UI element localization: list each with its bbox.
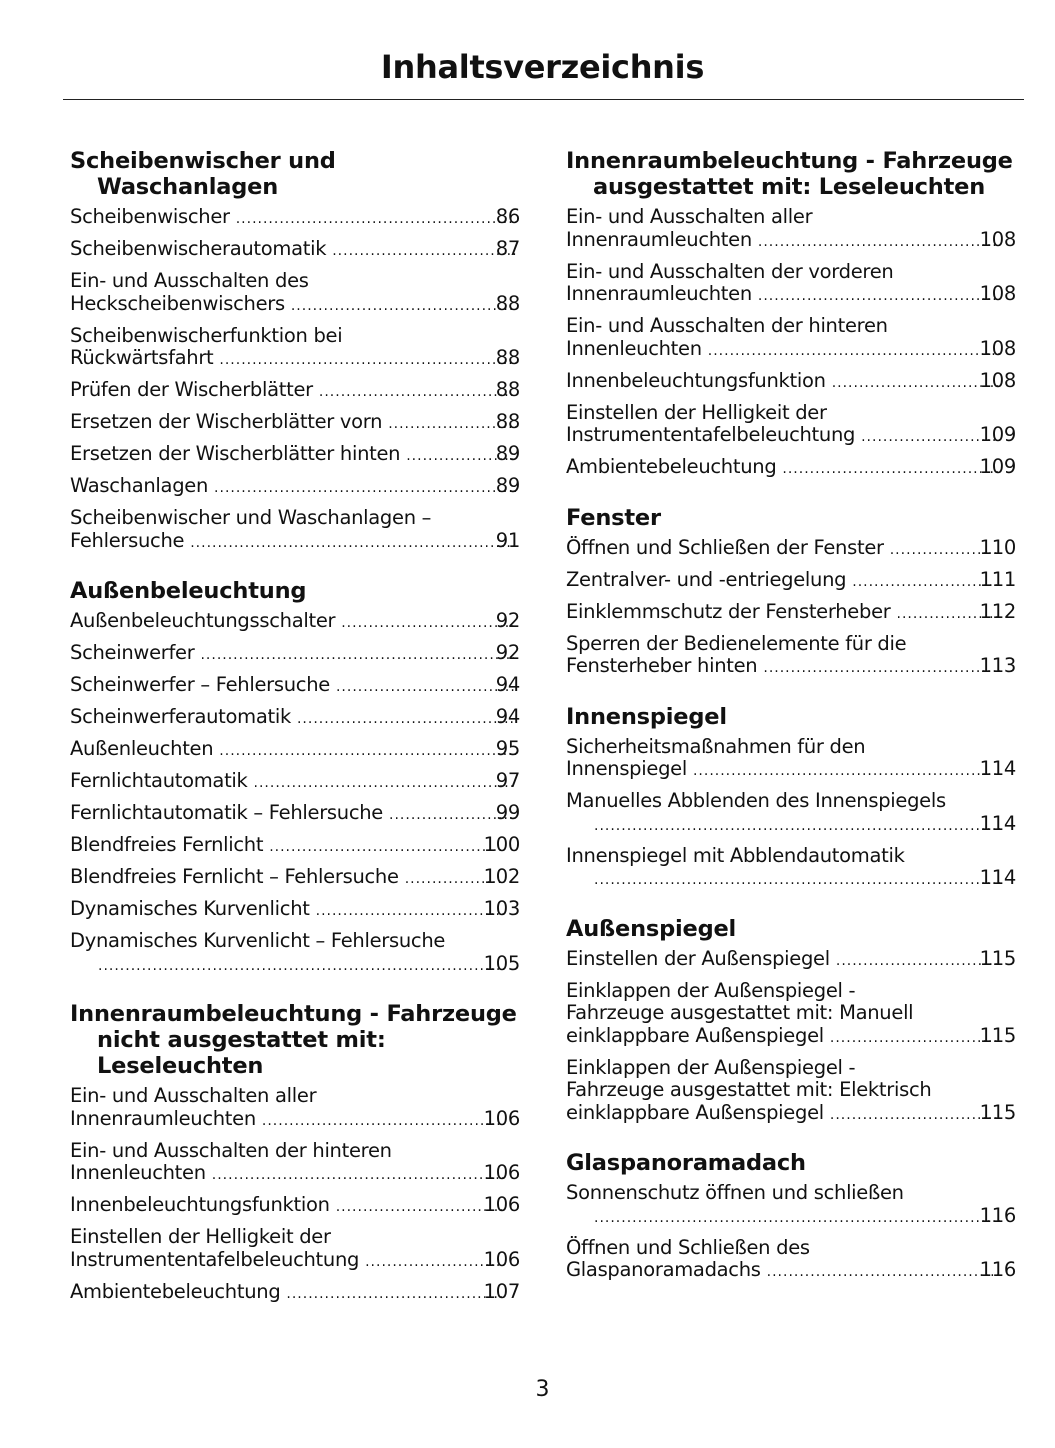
toc-entry-text: Fernlichtautomatik – Fehlersuche [70, 801, 384, 824]
toc-entry-text: Fahrzeuge ausgestattet mit: Manuell [566, 1001, 914, 1024]
toc-entry-text: Ein- und Ausschalten aller [566, 205, 813, 228]
toc-entry[interactable] [70, 834, 520, 859]
toc-entry[interactable] [566, 206, 1016, 253]
toc-entry[interactable] [70, 802, 520, 827]
dot-leader [830, 1027, 1000, 1050]
toc-entry[interactable] [566, 537, 1016, 562]
toc-page-number: 113 [979, 654, 1016, 677]
toc-entry-text: Ersetzen der Wischerblätter hinten [70, 442, 401, 465]
dot-leader [336, 1196, 504, 1219]
toc-entry-text: Innenraumleuchten [566, 282, 752, 305]
toc-page-number: 115 [979, 946, 1016, 970]
toc-entry[interactable] [566, 845, 1016, 892]
toc-page-number: 109 [979, 423, 1016, 446]
dot-leader [782, 458, 999, 481]
toc-section [70, 148, 520, 554]
toc-entry-text: Fernlichtautomatik [70, 769, 248, 792]
dot-leader [297, 708, 516, 731]
section-heading: Glaspanoramadach [566, 1150, 806, 1176]
dot-leader [861, 426, 1000, 449]
toc-entry[interactable] [70, 379, 520, 404]
title-divider [63, 99, 1024, 100]
toc-entry-text: Innenleuchten [70, 1161, 206, 1184]
dot-leader [830, 1104, 1000, 1127]
toc-page-number: 112 [979, 599, 1016, 623]
toc-page-number: 108 [979, 227, 1016, 251]
toc-page-number: 106 [483, 1247, 520, 1271]
section-heading: Innenspiegel [566, 703, 727, 730]
dot-leader [708, 340, 1000, 363]
toc-entry-text: Ein- und Ausschalten der hinteren [566, 314, 888, 337]
toc-page-number: 92 [495, 609, 520, 632]
toc-page-number: 94 [495, 705, 520, 728]
dot-leader [594, 815, 1000, 838]
page-title: Inhaltsverzeichnis [380, 48, 705, 86]
section-heading: Innenraumbeleuchtung - Fahrzeuge nicht ausgestattet mit: Leseleuchten [70, 1001, 517, 1079]
dot-leader [365, 1251, 504, 1274]
toc-entry-text: Innenbeleuchtungsfunktion [70, 1193, 330, 1216]
toc-entry[interactable] [566, 315, 1016, 362]
toc-entry-text: Blendfreies Fernlicht – Fehlersuche [70, 865, 399, 888]
toc-entry-text: Einklemmschutz der Fensterheber [566, 599, 891, 623]
toc-page-number: 105 [483, 951, 520, 975]
dot-leader [763, 657, 999, 680]
toc-page-number: 89 [495, 442, 520, 465]
dot-leader [758, 231, 1000, 254]
toc-entry[interactable] [70, 1281, 520, 1306]
toc-page-number: 108 [979, 368, 1016, 392]
toc-entry[interactable] [566, 1182, 1016, 1229]
toc-entry-text: Sperren der Bedienelemente für die [566, 631, 907, 655]
toc-entry-text: Einstellen der Helligkeit der [566, 400, 827, 424]
toc-entry[interactable] [566, 1237, 1016, 1284]
toc-page-number: 111 [979, 567, 1016, 591]
dot-leader [236, 208, 516, 231]
page-number: 3 [535, 1377, 550, 1402]
toc-entry-text: Instrumententafelbeleuchtung [70, 1247, 360, 1271]
toc-entry[interactable] [70, 1226, 520, 1273]
toc-page-number: 103 [483, 897, 520, 920]
dot-leader [693, 760, 1000, 783]
toc-entry-text: Innenraumleuchten [566, 227, 752, 251]
dot-leader [286, 1283, 503, 1306]
toc-entry[interactable] [566, 402, 1016, 449]
toc-page-number: 89 [495, 474, 520, 497]
toc-page-number: 114 [979, 866, 1016, 889]
toc-page-number: 102 [483, 865, 520, 888]
toc-entry-text: Manuelles Abblenden des Innenspiegels [566, 789, 946, 812]
dot-leader [852, 571, 999, 594]
toc-page-number: 91 [495, 528, 520, 552]
toc-page-number: 116 [979, 1258, 1016, 1281]
dot-leader [219, 349, 515, 372]
section-heading: Fenster [566, 504, 661, 531]
toc-page-number: 110 [979, 535, 1016, 559]
dot-leader [291, 295, 516, 318]
toc-entry-text: Instrumententafelbeleuchtung [566, 423, 856, 446]
toc-entry-text: Innenbeleuchtungsfunktion [566, 368, 826, 392]
toc-page-number: 86 [495, 205, 520, 228]
toc-entry-text: Scheinwerfer – Fehlersuche [70, 673, 330, 696]
toc-entry-text: Heckscheibenwischers [70, 291, 285, 315]
toc-entry[interactable] [566, 569, 1016, 594]
toc-entry-text: Innenraumleuchten [70, 1106, 256, 1130]
toc-entry[interactable] [70, 674, 520, 699]
dot-leader [212, 1164, 504, 1187]
toc-entry[interactable] [70, 738, 520, 763]
dot-leader [832, 372, 1000, 395]
toc-page-number: 97 [495, 769, 520, 792]
toc-entry[interactable] [70, 642, 520, 667]
toc-page-number: 108 [979, 282, 1016, 305]
toc-section [566, 148, 1016, 481]
toc-entry-text: Dynamisches Kurvenlicht – Fehlersuche [70, 929, 446, 952]
toc-entry-text: Sicherheitsmaßnahmen für den [566, 734, 866, 758]
toc-entry[interactable] [70, 411, 520, 436]
toc-entry-text: Außenleuchten [70, 737, 214, 760]
dot-leader [594, 1207, 1000, 1230]
toc-entry-text: Scheibenwischer [70, 205, 230, 228]
toc-entry[interactable] [70, 930, 520, 977]
dot-leader [332, 240, 516, 263]
toc-entry[interactable] [70, 866, 520, 891]
toc-page-number: 100 [483, 833, 520, 856]
toc-page-number: 88 [495, 410, 520, 433]
toc-entry-text: Blendfreies Fernlicht [70, 833, 264, 856]
toc-entry-text: Zentralver- und -entriegelung [566, 567, 847, 591]
toc-page-number: 94 [495, 673, 520, 696]
section-heading: Innenraumbeleuchtung - Fahrzeuge ausgestattet mit: Leseleuchten [566, 148, 1013, 200]
dot-leader [836, 950, 1000, 973]
toc-page-number: 88 [495, 346, 520, 369]
dot-leader [269, 836, 503, 859]
toc-section [566, 505, 1016, 680]
toc-entry-text: Ein- und Ausschalten der hinteren [70, 1138, 392, 1162]
toc-entry[interactable] [70, 770, 520, 795]
toc-entry-text: Einstellen der Helligkeit der [70, 1225, 331, 1248]
toc-entry[interactable] [70, 507, 520, 554]
toc-page-number: 115 [979, 1023, 1016, 1047]
toc-column-left [70, 148, 520, 1329]
toc-entry-text: Scheibenwischer und Waschanlagen – [70, 506, 432, 529]
toc-entry[interactable] [566, 1057, 1016, 1127]
toc-column-right [566, 148, 1016, 1308]
toc-page-number: 109 [979, 455, 1016, 478]
dot-leader [214, 477, 516, 500]
toc-entry-text: Scheinwerferautomatik [70, 705, 291, 728]
toc-page-number: 95 [495, 737, 520, 760]
toc-entry-text: Einstellen der Außenspiegel [566, 946, 830, 970]
dot-leader [758, 285, 1000, 308]
toc-entry[interactable] [566, 601, 1016, 626]
toc-entry-text: Scheibenwischerfunktion bei [70, 323, 343, 347]
toc-entry-text: Sonnenschutz öffnen und schließen [566, 1181, 904, 1204]
toc-entry[interactable] [70, 206, 520, 231]
toc-page-number: 108 [979, 336, 1016, 360]
toc-page-number: 107 [483, 1279, 520, 1303]
toc-entry-text: Rückwärtsfahrt [70, 346, 214, 369]
toc-page-number: 106 [483, 1193, 520, 1216]
toc-entry[interactable] [70, 443, 520, 468]
toc-entry[interactable] [566, 261, 1016, 308]
dot-leader [98, 955, 504, 978]
toc-page-number: 115 [979, 1100, 1016, 1124]
toc-section [566, 916, 1016, 1127]
toc-entry-text: Prüfen der Wischerblätter [70, 378, 313, 401]
section-heading: Außenbeleuchtung [70, 578, 307, 604]
dot-leader [341, 612, 516, 635]
toc-page-number: 106 [483, 1161, 520, 1184]
toc-entry-text: einklappbare Außenspiegel [566, 1100, 824, 1124]
toc-page-number: 87 [495, 237, 520, 260]
dot-leader [767, 1261, 1000, 1284]
toc-section [566, 704, 1016, 892]
dot-leader [219, 740, 515, 763]
toc-entry-text: Fahrzeuge ausgestattet mit: Elektrisch [566, 1078, 932, 1101]
toc-entry-text: Fehlersuche [70, 528, 185, 552]
toc-entry-text: Ein- und Ausschalten aller [70, 1084, 317, 1107]
toc-page-number: 116 [979, 1203, 1016, 1227]
toc-entry[interactable] [70, 1085, 520, 1132]
toc-entry[interactable] [566, 633, 1016, 680]
toc-entry[interactable] [70, 1194, 520, 1219]
toc-entry[interactable] [566, 948, 1016, 973]
toc-entry-text: Ein- und Ausschalten der vorderen [566, 259, 894, 283]
toc-entry-text: Ein- und Ausschalten des [70, 269, 309, 292]
dot-leader [316, 900, 504, 923]
toc-entry[interactable] [566, 736, 1016, 783]
toc-entry[interactable] [70, 610, 520, 635]
toc-entry[interactable] [70, 475, 520, 500]
toc-section [70, 1001, 520, 1305]
toc-entry-text: Ambientebeleuchtung [70, 1279, 281, 1303]
toc-entry[interactable] [566, 456, 1016, 481]
toc-entry[interactable] [566, 370, 1016, 395]
dot-leader [190, 532, 516, 555]
toc-entry-text: einklappbare Außenspiegel [566, 1023, 824, 1047]
toc-section [70, 578, 520, 977]
toc-entry-text: Innenspiegel mit Abblendautomatik [566, 843, 905, 867]
toc-entry[interactable] [70, 325, 520, 372]
toc-entry[interactable] [70, 1140, 520, 1187]
toc-page-number: 88 [495, 378, 520, 401]
toc-page-number: 106 [483, 1106, 520, 1130]
toc-entry-text: Scheinwerfer [70, 641, 195, 664]
dot-leader [336, 676, 516, 699]
toc-entry-text: Außenbeleuchtungsschalter [70, 609, 336, 632]
toc-entry[interactable] [70, 270, 520, 317]
toc-entry-text: Dynamisches Kurvenlicht [70, 897, 310, 920]
toc-entry-text: Innenspiegel [566, 757, 687, 780]
toc-entry[interactable] [70, 898, 520, 923]
toc-entry-text: Einklappen der Außenspiegel - [566, 1055, 856, 1079]
toc-entry-text: Öffnen und Schließen der Fenster [566, 535, 884, 559]
toc-entry-text: Fensterheber hinten [566, 654, 758, 677]
section-heading: Außenspiegel [566, 915, 737, 942]
toc-entry-text: Ambientebeleuchtung [566, 455, 777, 478]
toc-entry[interactable] [70, 706, 520, 731]
toc-entry-text: Öffnen und Schließen des [566, 1235, 810, 1259]
dot-leader [200, 644, 515, 667]
toc-entry[interactable] [566, 980, 1016, 1050]
toc-entry-text: Einklappen der Außenspiegel - [566, 978, 856, 1002]
toc-entry-text: Glaspanoramadachs [566, 1258, 761, 1281]
toc-page-number: 92 [495, 641, 520, 664]
toc-entry-text: Ersetzen der Wischerblätter vorn [70, 410, 383, 433]
toc-page-number: 114 [979, 757, 1016, 780]
toc-entry[interactable] [566, 790, 1016, 837]
toc-entry-text: Innenleuchten [566, 336, 702, 360]
toc-entry-text: Scheibenwischerautomatik [70, 237, 327, 260]
toc-page-number: 99 [495, 801, 520, 824]
toc-page-number: 88 [495, 291, 520, 315]
toc-entry[interactable] [70, 238, 520, 263]
toc-section [566, 1150, 1016, 1284]
toc-entry-text: Waschanlagen [70, 474, 209, 497]
dot-leader [594, 869, 1000, 892]
dot-leader [262, 1110, 504, 1133]
dot-leader [319, 381, 516, 404]
dot-leader [254, 772, 516, 795]
toc-page-number: 114 [979, 811, 1016, 835]
section-heading: Scheibenwischer und Waschanlagen [70, 148, 336, 200]
